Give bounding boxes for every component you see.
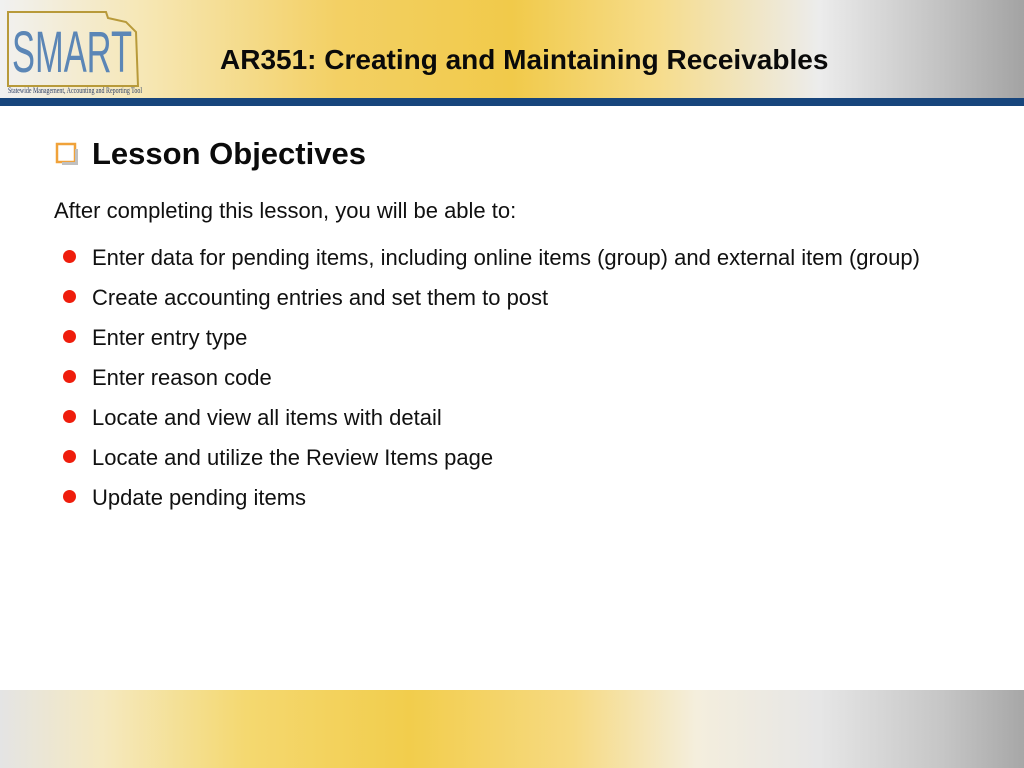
list-item [60,358,940,398]
list-item [60,398,940,438]
bullet-dot-icon [63,370,76,383]
objective-text: Enter entry type [92,325,248,350]
logo-text: SMART [12,20,132,85]
list-item [60,238,940,278]
header-rule [0,98,1024,106]
bullet-dot-icon [63,410,76,423]
list-item [60,478,940,518]
objective-text: Locate and utilize the Review Items page [92,445,494,470]
objectives-list [60,238,940,518]
objective-text: Enter data for pending items, including online items (group) and external item (group) [92,245,920,270]
checkbox-icon [54,141,80,167]
list-item [60,278,940,318]
bullet-dot-icon [63,450,76,463]
list-item [60,318,940,358]
objective-text: Create accounting entries and set them to post [92,285,549,310]
logo-tagline: Statewide Management, Accounting and Reporting Tool [8,86,143,95]
bullet-dot-icon [63,290,76,303]
objective-text: Locate and view all items with detail [92,405,442,430]
bullet-dot-icon [63,330,76,343]
objective-text: Enter reason code [92,365,272,390]
section-title: Lesson Objectives [92,136,366,171]
bullet-dot-icon [63,250,76,263]
page-title: AR351: Creating and Maintaining Receivables [220,44,829,75]
smart-logo [4,6,144,94]
bullet-dot-icon [63,490,76,503]
section-heading [54,136,366,172]
header-banner [0,0,1024,98]
objective-text: Update pending items [92,485,307,510]
footer-banner [0,690,1024,768]
list-item [60,438,940,478]
intro-text: After completing this lesson, you will be able to: [54,198,517,223]
